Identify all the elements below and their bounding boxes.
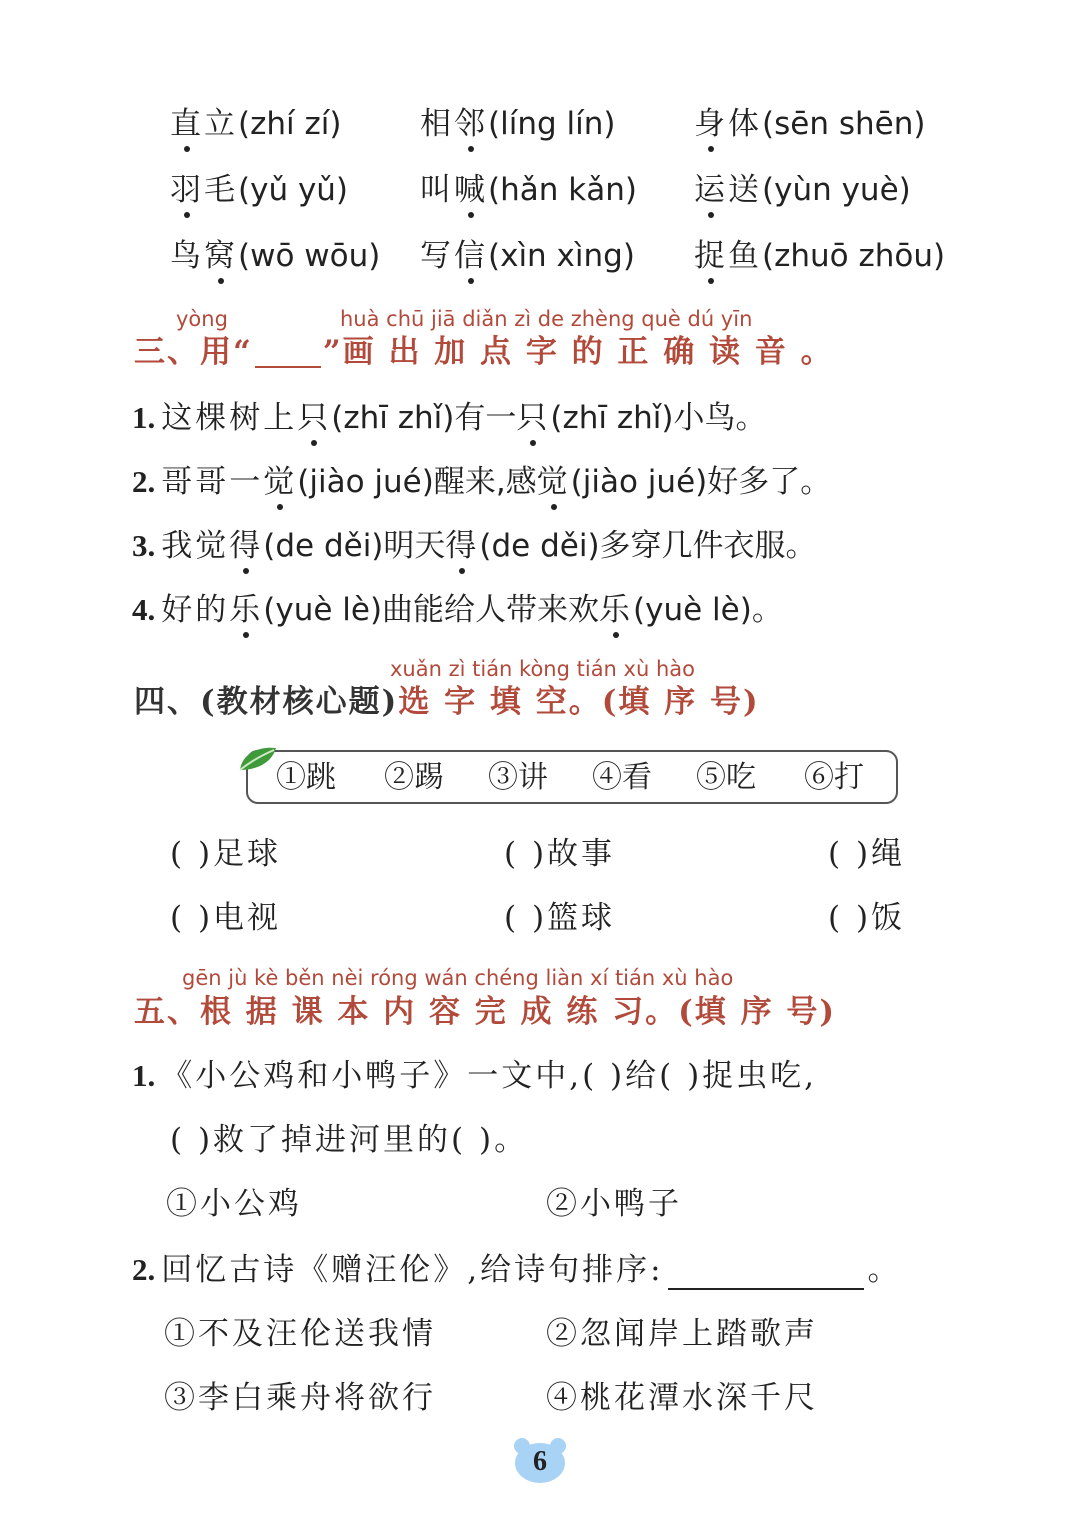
- section3-title-prefix: 三、用“: [134, 334, 253, 370]
- dotted-char: 信: [454, 238, 488, 274]
- dotted-char: 乐: [229, 592, 264, 628]
- dotted-char: 觉: [263, 464, 298, 500]
- pinyin-options[interactable]: (jiào jué)好多了。: [570, 464, 832, 500]
- q2-line: 2. 回忆古诗《赠汪伦》,给诗句排序: 。: [132, 1252, 902, 1288]
- page-number: 6: [533, 1446, 547, 1477]
- q2-option-3: ③李白乘舟将欲行: [164, 1380, 436, 1416]
- word-item: 写信(xìn xìng): [420, 238, 635, 274]
- pinyin-options[interactable]: (zhī zhǐ)有一: [331, 400, 517, 436]
- word-item: 直立(zhí zí): [170, 106, 342, 142]
- sentence-item: 1. 这棵树上只(zhī zhǐ)有一只(zhī zhǐ)小鸟。: [132, 400, 767, 436]
- pinyin-options[interactable]: (zhí zí): [238, 106, 342, 142]
- dotted-char: 身: [694, 106, 728, 142]
- dotted-char: 只: [516, 400, 551, 436]
- pinyin-options[interactable]: (wō wōu): [238, 238, 381, 274]
- leaf-icon: [236, 744, 280, 774]
- dotted-char: 乐: [599, 592, 634, 628]
- fill-blank-item[interactable]: ( )故事: [504, 836, 616, 872]
- option-item: ②踢: [384, 760, 444, 795]
- section4-pinyin: xuǎn zì tián kòng tián xù hào: [390, 657, 695, 681]
- options-box: [246, 750, 898, 804]
- pinyin-options[interactable]: (de děi)多穿几件衣服。: [479, 528, 817, 564]
- sentence-item: 4. 好的乐(yuè lè)曲能给人带来欢乐(yuè lè)。: [132, 592, 783, 628]
- section3-pinyin-yong: yòng: [176, 307, 228, 331]
- dotted-char: 得: [229, 528, 264, 564]
- q1-line1-text: 《小公鸡和小鸭子》一文中,( )给( )捉虫吃,: [161, 1058, 818, 1094]
- word-item: 羽毛(yǔ yǔ): [170, 172, 349, 208]
- word-item: 运送(yùn yuè): [694, 172, 911, 208]
- dotted-char: 羽: [170, 172, 204, 208]
- section4-title-task: 选 字 填 空。(填 序 号): [398, 684, 760, 720]
- section3-title: [134, 330, 834, 374]
- dotted-char: 喊: [454, 172, 488, 208]
- sentence-item: 2. 哥哥一觉(jiào jué)醒来,感觉(jiào jué)好多了。: [132, 464, 832, 500]
- section3-pinyin: huà chū jiā diǎn zì de zhèng què dú yīn: [340, 307, 753, 331]
- pinyin-options[interactable]: (yuè lè)。: [633, 592, 783, 628]
- sentence-item: 3. 我觉得(de děi)明天得(de děi)多穿几件衣服。: [132, 528, 817, 564]
- dotted-char: 窝: [204, 238, 238, 274]
- pinyin-options[interactable]: (yǔ yǔ): [238, 172, 349, 208]
- section5-pinyin: gēn jù kè běn nèi róng wán chéng liàn xí tián xù hào: [182, 966, 734, 990]
- q2-option-2: ②忽闻岸上踏歌声: [546, 1316, 818, 1352]
- word-item: 鸟窝(wō wōu): [170, 238, 381, 274]
- pinyin-options[interactable]: (yuè lè)曲能给人带来欢: [263, 592, 600, 628]
- section4-title: [134, 680, 760, 724]
- dotted-char: 只: [297, 400, 332, 436]
- option-item: ⑥打: [804, 760, 864, 795]
- q1-option-2: ②小鸭子: [546, 1186, 682, 1222]
- q2-option-4: ④桃花潭水深千尺: [546, 1380, 818, 1416]
- section4-title-label: 四、(教材核心题): [134, 684, 399, 720]
- fill-blank-item[interactable]: ( )电视: [170, 900, 282, 936]
- pinyin-options[interactable]: (zhuō zhōu): [762, 238, 946, 274]
- dotted-char: 直: [170, 106, 204, 142]
- word-item: 身体(sēn shēn): [694, 106, 926, 142]
- option-item: ④看: [592, 760, 652, 795]
- fill-blank-item[interactable]: ( )绳: [828, 836, 906, 872]
- fill-blank-item[interactable]: ( )足球: [170, 836, 282, 872]
- pinyin-options[interactable]: (jiào jué)醒来,感: [297, 464, 537, 500]
- q2-end: 。: [867, 1252, 902, 1288]
- option-item: ①跳: [276, 760, 336, 795]
- section5-title: 五、根 据 课 本 内 容 完 成 练 习。(填 序 号): [134, 994, 837, 1030]
- dotted-char: 运: [694, 172, 728, 208]
- fill-blank-item[interactable]: ( )篮球: [504, 900, 616, 936]
- q2-option-1: ①不及汪伦送我情: [164, 1316, 436, 1352]
- pinyin-options[interactable]: (de děi)明天: [263, 528, 446, 564]
- underline-symbol: [255, 340, 321, 368]
- section3-title-rest: ”画 出 加 点 字 的 正 确 读 音 。: [322, 334, 834, 370]
- dotted-char: 觉: [536, 464, 571, 500]
- dotted-char: 捉: [694, 238, 728, 274]
- word-item: 捉鱼(zhuō zhōu): [694, 238, 946, 274]
- q2-answer-blank[interactable]: [668, 1258, 864, 1290]
- word-item: 相邻(líng lín): [420, 106, 616, 142]
- q1-line1: 1. 《小公鸡和小鸭子》一文中,( )给( )捉虫吃,: [132, 1058, 818, 1094]
- q2-text: 回忆古诗《赠汪伦》,给诗句排序:: [161, 1252, 664, 1288]
- page-number-badge: [512, 1436, 568, 1484]
- option-item: ⑤吃: [696, 760, 756, 795]
- pinyin-options[interactable]: (líng lín): [488, 106, 616, 142]
- word-item: 叫喊(hǎn kǎn): [420, 172, 637, 208]
- pinyin-options[interactable]: (yùn yuè): [762, 172, 911, 208]
- pinyin-options[interactable]: (sēn shēn): [762, 106, 926, 142]
- q1-option-1: ①小公鸡: [166, 1186, 302, 1222]
- q1-line2: ( )救了掉进河里的( )。: [170, 1122, 529, 1158]
- dotted-char: 邻: [454, 106, 488, 142]
- dotted-char: 得: [445, 528, 480, 564]
- pinyin-options[interactable]: (hǎn kǎn): [488, 172, 637, 208]
- pinyin-options[interactable]: (xìn xìng): [488, 238, 635, 274]
- fill-blank-item[interactable]: ( )饭: [828, 900, 906, 936]
- option-item: ③讲: [488, 760, 548, 795]
- pinyin-options[interactable]: (zhī zhǐ)小鸟。: [550, 400, 767, 436]
